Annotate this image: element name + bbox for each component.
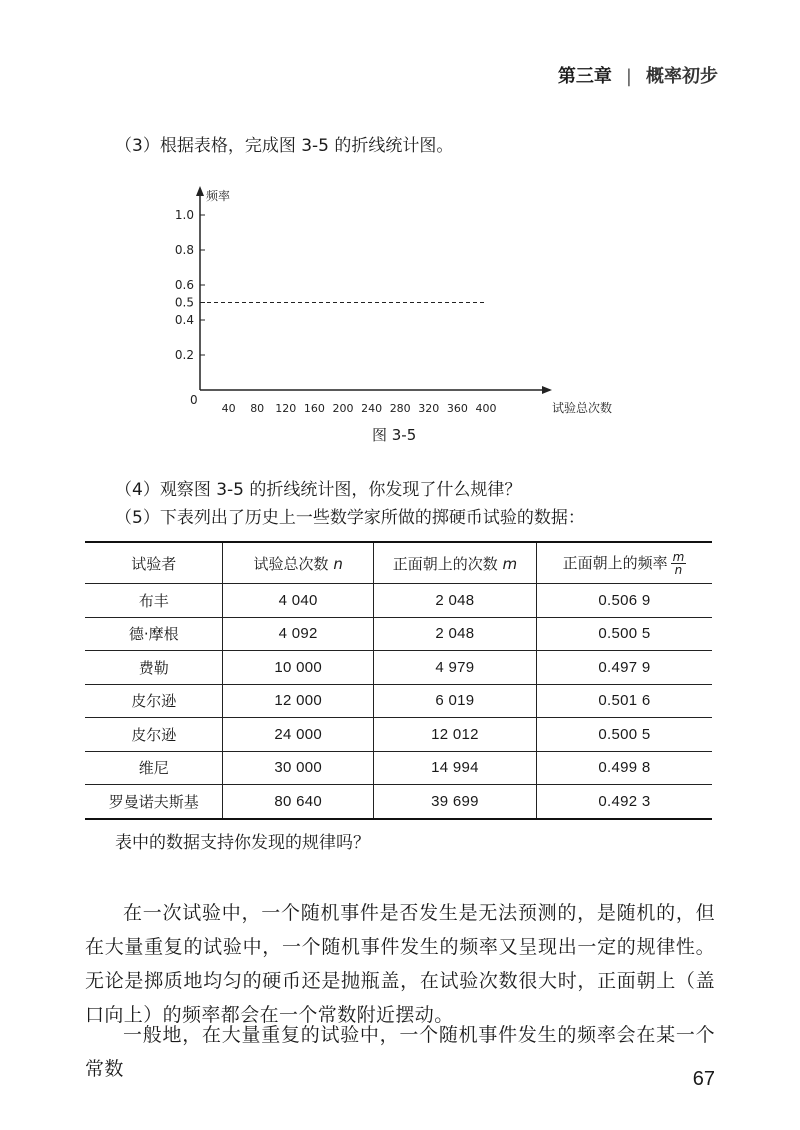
coin-toss-table (85, 541, 712, 820)
cell-heads-count: 14 994 (373, 751, 536, 785)
cell-tester: 皮尔逊 (85, 718, 223, 752)
y-tick-label: 0.6 (174, 278, 194, 292)
question-5: （5）下表列出了历史上一些数学家所做的掷硬币试验的数据： (115, 508, 585, 528)
y-tick-label: 0.5 (174, 295, 194, 310)
cell-total-trials: 30 000 (223, 751, 373, 785)
x-tick-label: 240 (361, 402, 383, 415)
cell-total-trials: 4 092 (223, 617, 373, 651)
cell-frequency: 0.500 5 (536, 718, 712, 752)
cell-total-trials: 4 040 (223, 584, 373, 618)
header-heads-count-text: 正面朝上的次数 (392, 554, 498, 573)
header-heads-frequency-text: 正面朝上的频率 (562, 553, 668, 572)
page-number: 67 (692, 1068, 715, 1090)
y-tick-label: 1.0 (174, 208, 194, 222)
x-axis-label: 试验总次数 (552, 401, 613, 415)
cell-total-trials: 80 640 (223, 785, 373, 819)
cell-frequency: 0.492 3 (536, 785, 712, 819)
x-tick-label: 120 (275, 402, 297, 415)
header-heads-count (373, 542, 536, 584)
table-header-row (85, 542, 712, 584)
header-total-trials-text: 试验总次数 (253, 554, 329, 573)
cell-total-trials: 10 000 (223, 651, 373, 685)
question-4: （4）观察图 3-5 的折线统计图，你发现了什么规律？ (115, 480, 522, 500)
chart-layer (175, 186, 612, 415)
cell-tester: 德·摩根 (85, 617, 223, 651)
fraction-m-over-n (671, 551, 687, 576)
chapter-label: 第三章 (557, 66, 612, 87)
y-axis-arrow (196, 186, 204, 196)
origin-label: 0 (190, 393, 198, 407)
frac-numerator: m (672, 549, 685, 564)
table-row (85, 584, 712, 618)
chapter-title: 概率初步 (646, 66, 718, 87)
header-heads-frequency (536, 542, 712, 584)
table-row (85, 651, 712, 685)
x-tick-label: 160 (303, 402, 325, 415)
cell-total-trials: 12 000 (223, 684, 373, 718)
x-tick-label: 40 (221, 402, 236, 415)
cell-tester: 布丰 (85, 584, 223, 618)
paragraph-1: 在一次试验中，一个随机事件是否发生是无法预测的，是随机的，但在大量重复的试验中，一个随机事件发生的频率又呈现出一定的规律性。无论是掷质地均匀的硬币还是抛瓶盖，在试验次数很大时，正面朝上（盖口向上）的频率都会在一个常数附近摆动。 (85, 902, 715, 1026)
cell-frequency: 0.501 6 (536, 684, 712, 718)
table-row (85, 684, 712, 718)
header-var-n: n (333, 554, 343, 573)
question-after-table: 表中的数据支持你发现的规律吗？ (115, 833, 370, 853)
y-tick-label: 0.4 (174, 313, 194, 327)
y-tick-label: 0.2 (174, 348, 194, 362)
y-tick-label: 0.8 (174, 243, 194, 257)
table-row (85, 751, 712, 785)
x-tick-label: 320 (418, 402, 440, 415)
cell-tester: 罗曼诺夫斯基 (85, 785, 223, 819)
cell-heads-count: 2 048 (373, 617, 536, 651)
figure-caption: 图 3-5 (372, 426, 417, 444)
cell-frequency: 0.497 9 (536, 651, 712, 685)
cell-frequency: 0.500 5 (536, 617, 712, 651)
cell-heads-count: 6 019 (373, 684, 536, 718)
cell-tester: 费勒 (85, 651, 223, 685)
cell-frequency: 0.499 8 (536, 751, 712, 785)
frequency-line-chart (160, 180, 660, 420)
question-3: （3）根据表格，完成图 3-5 的折线统计图。 (115, 136, 454, 156)
frac-denominator: n (674, 562, 683, 577)
cell-heads-count: 4 979 (373, 651, 536, 685)
table-row (85, 785, 712, 819)
header-tester: 试验者 (85, 542, 223, 584)
cell-frequency: 0.506 9 (536, 584, 712, 618)
header-separator: | (625, 66, 632, 87)
cell-heads-count: 39 699 (373, 785, 536, 819)
cell-heads-count: 12 012 (373, 718, 536, 752)
header-total-trials (223, 542, 373, 584)
cell-tester: 维尼 (85, 751, 223, 785)
x-tick-label: 200 (332, 402, 354, 415)
table-body (85, 584, 712, 819)
cell-tester: 皮尔逊 (85, 684, 223, 718)
y-axis-label: 频率 (206, 189, 231, 203)
table-row (85, 617, 712, 651)
x-tick-label: 280 (389, 402, 411, 415)
cell-heads-count: 2 048 (373, 584, 536, 618)
table-row (85, 718, 712, 752)
paragraph-2: 一般地，在大量重复的试验中，一个随机事件发生的频率会在某一个常数 (85, 1024, 715, 1080)
running-header (558, 62, 718, 88)
x-tick-label: 400 (475, 402, 497, 415)
cell-total-trials: 24 000 (223, 718, 373, 752)
x-tick-label: 80 (250, 402, 265, 415)
header-var-m: m (502, 554, 518, 573)
x-axis-arrow (542, 386, 552, 394)
x-tick-label: 360 (446, 402, 468, 415)
